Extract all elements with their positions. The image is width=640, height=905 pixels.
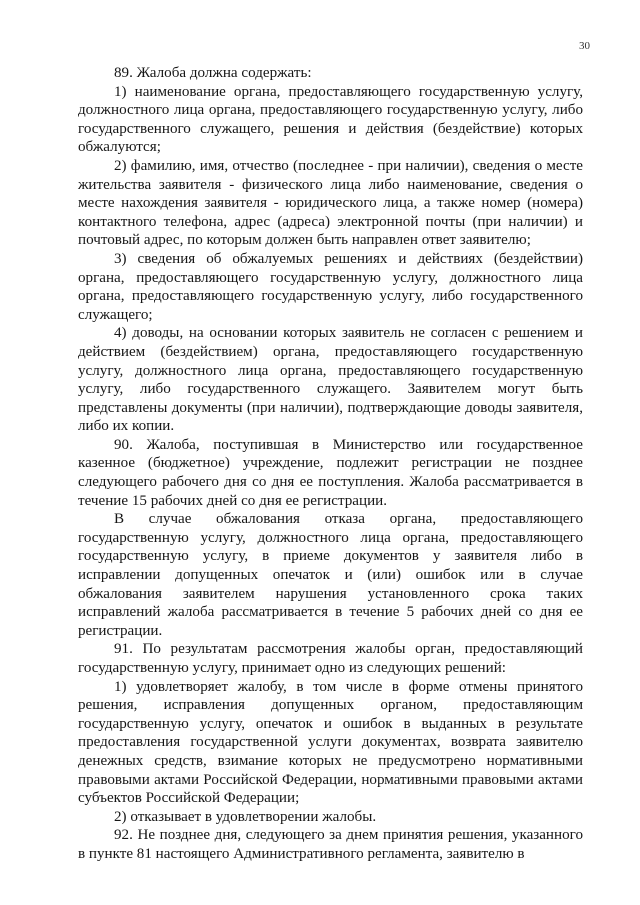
paragraph-92: 92. Не позднее дня, следующего за днем принятия решения, указанного в пункте 81 настоящего Административного регламента, заявителю в [78, 827, 583, 862]
paragraph-91-item-1: 1) удовлетворяет жалобу, в том числе в форме отмены принятого решения, исправления допущенных органом, предоставляющим государственную услугу, опечаток и ошибок в выданных в результате предоставления государственной услуги документах, возврата заявителю денежных средств, взимание которых не предусмотрено нормативными правовыми актами Российской Федерации, нормативными правовыми актами субъектов Российской Федерации; [78, 678, 583, 807]
paragraph-89-heading: 89. Жалоба должна содержать: [114, 65, 312, 81]
paragraph-89-item-4: 4) доводы, на основании которых заявитель не согласен с решением и действием (бездействием) органа, предоставляющего государственную услугу, должностного лица органа, предоставляющего государственную услугу, либо государственного служащего. Заявителем могут быть представлены документы (при наличии), подтверждающие доводы заявителя, либо их копии. [78, 325, 583, 435]
paragraph-91-item-2: 2) отказывает в удовлетворении жалобы. [114, 808, 377, 825]
paragraph-90-continued: В случае обжалования отказа органа, предоставляющего государственную услугу, должностного лица органа, предоставляющего государственную услугу, в приеме документов у заявителя либо в исправлении допущенных опечаток и (или) ошибок или в случае обжалования заявителем нарушения установленного срока таких исправлений жалоба рассматривается в течение 5 рабочих дней со дня ее регистрации. [78, 511, 583, 639]
paragraph-91-heading: 91. По результатам рассмотрения жалобы орган, предоставляющий государственную услугу, принимает одно из следующих решений: [78, 641, 583, 676]
paragraph-90: 90. Жалоба, поступившая в Министерство или государственное казенное (бюджетное) учреждение, подлежит регистрации не позднее следующего рабочего дня со дня ее поступления. Жалоба рассматривается в течение 15 рабочих дней со дня ее регистрации. [78, 436, 583, 509]
paragraph-89-item-1: 1) наименование органа, предоставляющего государственную услугу, должностного лица органа, предоставляющего государственную услугу, либо государственного служащего, решения и действия (бездействие) которых обжалуются; [78, 83, 583, 156]
paragraph-89-item-3: 3) сведения об обжалуемых решениях и действиях (бездействии) органа, предоставляющего государственную услугу, должностного лица органа, предоставляющего государственную услугу, либо государственного служащего; [78, 250, 583, 323]
page-number: 30 [579, 40, 590, 52]
document-body [78, 64, 583, 864]
paragraph-89-item-2: 2) фамилию, имя, отчество (последнее - при наличии), сведения о месте жительства заявителя - физического лица либо наименование, сведения о месте нахождения заявителя - юридического лица, а также номер (номера) контактного телефона, адрес (адреса) электронной почты (при наличии) и почтовый адрес, по которым должен быть направлен ответ заявителю; [78, 157, 583, 249]
